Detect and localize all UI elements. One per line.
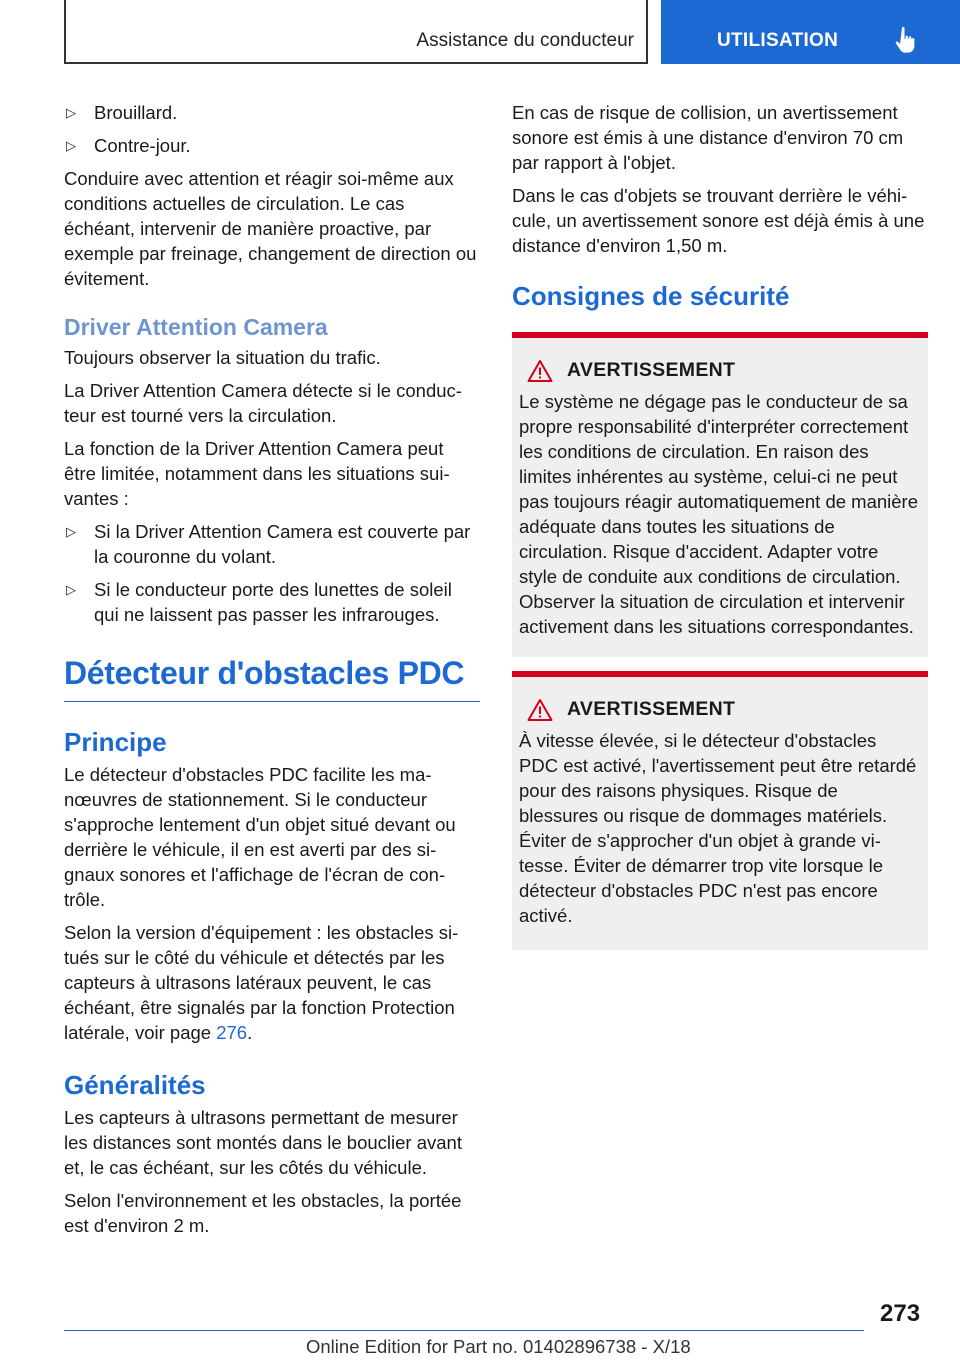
pointing-hand-icon <box>893 26 921 56</box>
triangle-bullet-icon: ▷ <box>66 138 76 153</box>
header-section-tab[interactable] <box>661 0 960 64</box>
section-heading-safety: Consignes de sécurité <box>512 281 790 311</box>
paragraph: Selon l'environnement et les obstacles, la portée est d'environ 2 m. <box>64 1190 462 1236</box>
paragraph: Selon la version d'équipement : les obstacles situés sur le côté du véhicule et détectés par les capteurs à ultrasons latéraux peuvent, le cas échéant, être signalés par la fonction Protection latérale, voir page 276. <box>64 922 459 1043</box>
paragraph: La fonction de la Driver Attention Camera peut être limitée, notamment dans les situations suivantes : <box>64 438 450 509</box>
right-column <box>512 100 928 964</box>
warning-text: Le système ne dégage pas le conducteur de sa propre responsabilité d'interpréter correctement les conditions de circulation. En raison des limites inhérentes au système, celui-ci ne peut pas toujours réagir automatiquement de manière adéquate dans toutes les situations de circulation. Risque d'accident. Adapter votre style de conduite aux conditions de circulation. Observer la situation de circulation et intervenir activement dans les situations correspondantes. <box>519 391 919 637</box>
paragraph: Dans le cas d'objets se trouvant derrière le véhicule, un avertissement sonore est déjà émis à une distance d'environ 1,50 m. <box>512 185 925 256</box>
paragraph: La Driver Attention Camera détecte si le conducteur est tourné vers la circulation. <box>64 380 462 426</box>
footer-divider <box>64 1330 864 1331</box>
header-title: Assistance du conducteur <box>416 30 634 51</box>
warning-triangle-icon <box>527 359 553 383</box>
footer-edition: Online Edition for Part no. 01402896738 - X/18 <box>306 1336 691 1357</box>
triangle-bullet-icon: ▷ <box>66 105 76 120</box>
list-item: ▷ Si la Driver Attention Camera est couverte par la couronne du volant. <box>66 521 471 567</box>
paragraph: Les capteurs à ultrasons permettant de mesurer les distances sont montés dans le bouclier avant et, le cas échéant, sur les côtés du véhicule. <box>64 1107 462 1178</box>
page-reference-link[interactable]: 276 <box>216 1022 248 1043</box>
warning-text: À vitesse élevée, si le détecteur d'obstacles PDC est activé, l'avertissement peut être retardé pour des raisons physiques. Risque de blessures ou risque de dommages matériels. Éviter de s'approcher d'un objet à grande vitesse. Éviter de démarrer trop vite lorsque le détecteur d'obstacles PDC n'est pas encore activé. <box>519 730 917 926</box>
warning-box <box>512 332 928 657</box>
warning-header <box>519 697 920 722</box>
section-heading-principe: Principe <box>64 727 167 757</box>
list-item: ▷ Si le conducteur porte des lunettes de soleil qui ne laissent pas passer les infrarouges. <box>66 579 452 625</box>
left-column <box>64 100 480 1246</box>
warning-label: AVERTISSEMENT <box>567 698 736 720</box>
list-item: ▷ Contre-jour. <box>66 135 191 156</box>
warning-header <box>519 358 920 383</box>
triangle-bullet-icon: ▷ <box>66 582 76 597</box>
paragraph: Conduire avec attention et réagir soi-même aux conditions actuelles de circulation. Le cas échéant, intervenir de manière proactive, par exemple par freinage, changement de direction ou évitement. <box>64 168 477 289</box>
paragraph: Toujours observer la situation du trafic. <box>64 347 381 368</box>
header-section-label: UTILISATION <box>717 30 839 51</box>
paragraph: Le détecteur d'obstacles PDC facilite les manœuvres de stationnement. Si le conducteur s'approche lentement d'un objet situé devant ou derrière le véhicule, il en est averti par des signaux sonores et l'affichage de l'écran de contrôle. <box>64 764 456 910</box>
paragraph: En cas de risque de collision, un avertissement sonore est émis à une distance d'environ 70 cm par rapport à l'objet. <box>512 102 904 173</box>
section-heading-driver-attention-camera: Driver Attention Camera <box>64 314 328 340</box>
chapter-heading-pdc: Détecteur d'obstacles PDC <box>64 653 480 702</box>
section-heading-generalites: Généralités <box>64 1070 206 1100</box>
warning-box <box>512 671 928 950</box>
triangle-bullet-icon: ▷ <box>66 524 76 539</box>
header-title-box <box>64 0 648 64</box>
list-item: ▷ Brouillard. <box>66 102 178 123</box>
warning-label: AVERTISSEMENT <box>567 359 736 381</box>
warning-triangle-icon <box>527 698 553 722</box>
page-number: 273 <box>880 1300 921 1327</box>
